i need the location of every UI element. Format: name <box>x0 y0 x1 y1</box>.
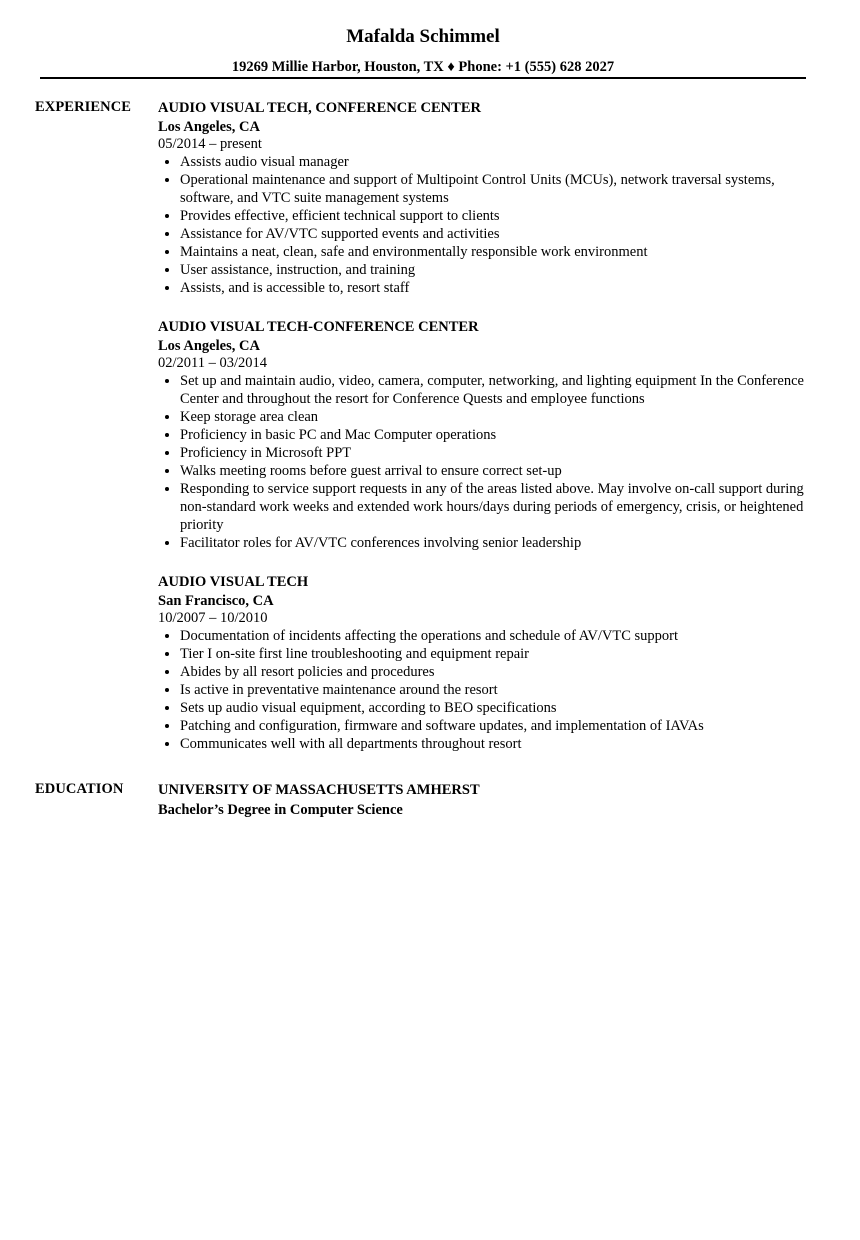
duty-item: • Sets up audio visual equipment, according to BEO specifications <box>180 699 818 717</box>
job-entry <box>158 99 818 297</box>
duty-item: • Documentation of incidents affecting the operations and schedule of AV/VTC support <box>180 627 818 645</box>
experience-heading: EXPERIENCE <box>35 99 132 115</box>
job-title: AUDIO VISUAL TECH <box>158 574 309 590</box>
job-title: AUDIO VISUAL TECH, CONFERENCE CENTER <box>158 100 481 116</box>
duty-item: • Abides by all resort policies and procedures <box>180 663 818 681</box>
duty-item: • Patching and configuration, firmware and software updates, and implementation of IAVAs <box>180 717 818 735</box>
header-divider <box>40 77 806 79</box>
experience-list <box>158 98 818 774</box>
contact-line: 19269 Millie Harbor, Houston, TX ♦ Phone: +1 (555) 628 2027 <box>231 59 615 75</box>
duty-item: • Provides effective, efficient technical support to clients <box>180 207 818 225</box>
duty-item: • Keep storage area clean <box>180 408 818 426</box>
duty-item: • Is active in preventative maintenance around the resort <box>180 681 818 699</box>
duty-item: • Assists, and is accessible to, resort staff <box>180 279 818 297</box>
duty-item: • User assistance, instruction, and training <box>180 261 818 279</box>
school-name: UNIVERSITY OF MASSACHUSETTS AMHERST <box>158 782 480 798</box>
duty-item: • Proficiency in Microsoft PPT <box>180 444 818 462</box>
job-entry <box>158 573 818 753</box>
duty-item: • Facilitator roles for AV/VTC conferences involving senior leadership <box>180 534 818 552</box>
job-dates: 10/2007 – 10/2010 <box>158 610 268 626</box>
duty-item: • Set up and maintain audio, video, camera, computer, networking, and lighting equipment In the Conference Center and throughout the resort for Conference Quests and employee functions <box>180 372 818 408</box>
education-heading: EDUCATION <box>35 781 124 797</box>
duty-item: • Responding to service support requests in any of the areas listed above. May involve on-call support during non-standard work weeks and extended work hours/days during periods of emergency, crisis, or heightened priority <box>180 480 818 534</box>
duty-item: • Communicates well with all departments throughout resort <box>180 735 818 753</box>
duty-item: • Walks meeting rooms before guest arrival to ensure correct set-up <box>180 462 818 480</box>
job-dates: 05/2014 – present <box>158 136 262 152</box>
duty-list <box>158 372 818 552</box>
duty-item: • Tier I on-site first line troubleshooting and equipment repair <box>180 645 818 663</box>
job-title: AUDIO VISUAL TECH-CONFERENCE CENTER <box>158 319 479 335</box>
duty-list <box>158 153 818 297</box>
duty-item: • Operational maintenance and support of Multipoint Control Units (MCUs), network traversal systems, software, and VTC suite management systems <box>180 171 818 207</box>
job-location: Los Angeles, CA <box>158 119 260 135</box>
duty-item: • Assists audio visual manager <box>180 153 818 171</box>
resume-name: Mafalda Schimmel <box>346 26 500 47</box>
duty-item: • Assistance for AV/VTC supported events and activities <box>180 225 818 243</box>
duty-item: • Maintains a neat, clean, safe and environmentally responsible work environment <box>180 243 818 261</box>
education-body <box>158 780 818 819</box>
job-dates: 02/2011 – 03/2014 <box>158 355 268 371</box>
job-location: San Francisco, CA <box>158 593 274 609</box>
job-entry <box>158 318 818 552</box>
job-location: Los Angeles, CA <box>158 338 260 354</box>
degree: Bachelor’s Degree in Computer Science <box>158 802 403 818</box>
duty-list <box>158 627 818 753</box>
duty-item: • Proficiency in basic PC and Mac Computer operations <box>180 426 818 444</box>
